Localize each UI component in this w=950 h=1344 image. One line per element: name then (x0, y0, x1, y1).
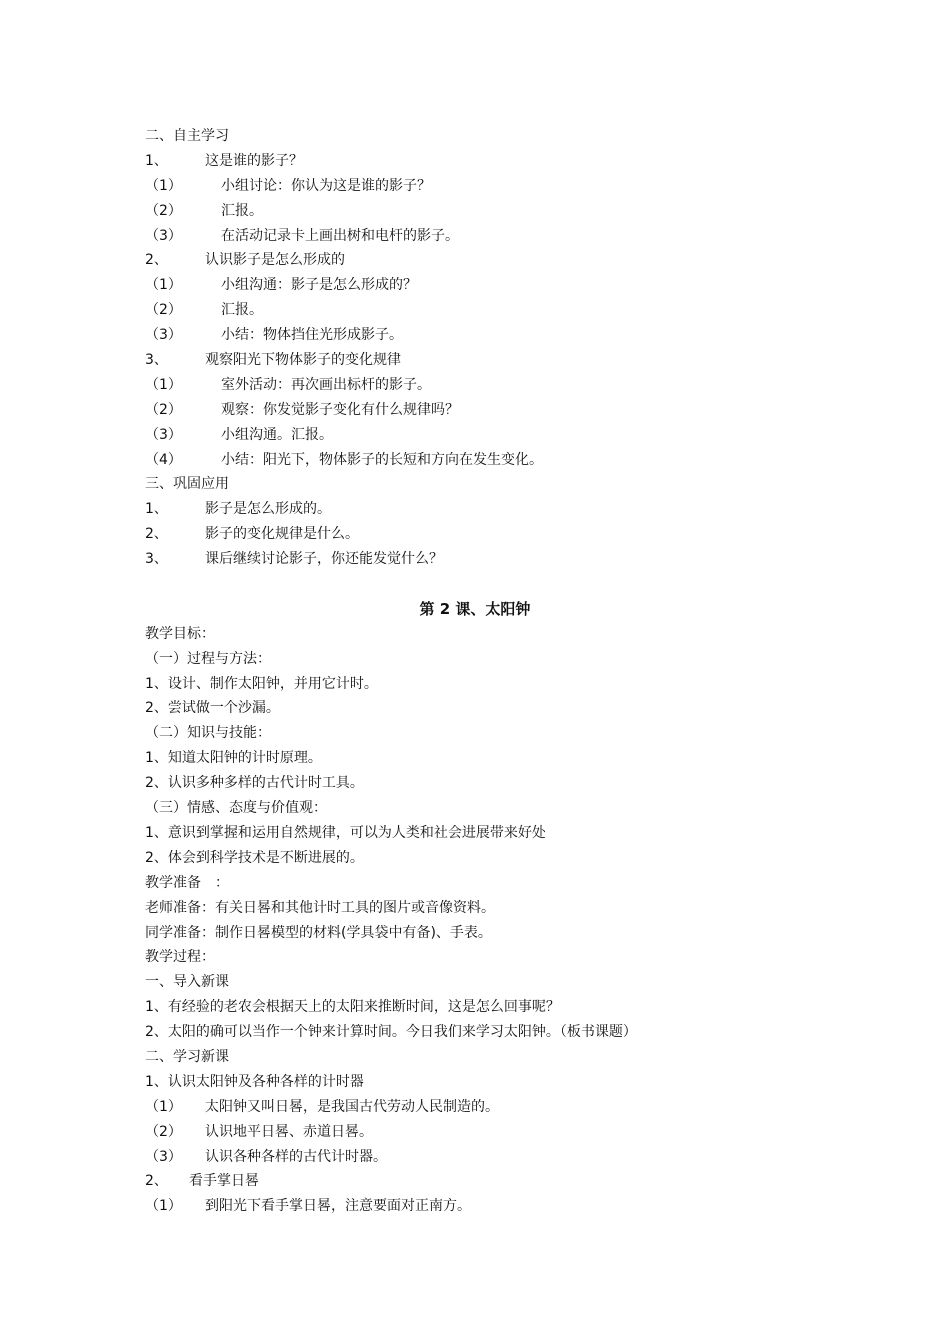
list-item: （3） 小结：物体挡住光形成影子。 (145, 327, 403, 344)
part-item: 1、有经验的老农会根据天上的太阳来推断时间，这是怎么回事呢？ (145, 999, 560, 1016)
goal-item: 2、认识多种多样的古代计时工具。 (145, 775, 364, 792)
goal-heading: （二）知识与技能： (145, 725, 271, 742)
list-item: （1） 到阳光下看手掌日晷，注意要面对正南方。 (145, 1198, 471, 1215)
list-item: （1） 小组讨论：你认为这是谁的影子？ (145, 177, 431, 194)
student-prep: 同学准备：制作日晷模型的材料(学具袋中有备)、手表。 (145, 924, 492, 941)
part-item: 2、 看手掌日晷 (145, 1173, 259, 1190)
teacher-prep: 老师准备：有关日晷和其他计时工具的图片或音像资料。 (145, 899, 495, 916)
lesson-title: 第 2 课、太阳钟 (419, 599, 531, 618)
process-label: 教学过程： (145, 949, 215, 966)
goal-heading: （三）情感、态度与价值观： (145, 800, 327, 817)
list-item: （1） 小组沟通：影子是怎么形成的？ (145, 277, 417, 294)
list-item: 1、 影子是怎么形成的。 (145, 501, 331, 518)
section-heading: 三、巩固应用 (145, 476, 229, 493)
list-item: （3） 认识各种各样的古代计时器。 (145, 1148, 387, 1165)
part-item: 2、太阳的确可以当作一个钟来计算时间。今日我们来学习太阳钟。（板书课题） (145, 1024, 637, 1041)
list-item: （3） 小组沟通。汇报。 (145, 426, 333, 443)
goal-heading: （一）过程与方法： (145, 650, 271, 667)
goal-item: 2、体会到科学技术是不断进展的。 (145, 849, 364, 866)
list-item: （2） 汇报。 (145, 202, 263, 219)
part-heading: 一、导入新课 (145, 974, 229, 991)
part-heading: 二、学习新课 (145, 1048, 229, 1065)
list-item: （2） 汇报。 (145, 302, 263, 319)
document-body (145, 124, 805, 1219)
section-heading: 二、自主学习 (145, 128, 229, 144)
list-item: 2、 影子的变化规律是什么。 (145, 526, 359, 543)
list-item: （1） 室外活动：再次画出标杆的影子。 (145, 376, 431, 393)
list-item: （3） 在活动记录卡上画出树和电杆的影子。 (145, 227, 459, 244)
spacer (145, 572, 805, 597)
list-item: （2） 观察：你发觉影子变化有什么规律吗？ (145, 401, 459, 418)
list-item: （2） 认识地平日晷、赤道日晷。 (145, 1123, 373, 1140)
goal-item: 2、尝试做一个沙漏。 (145, 700, 280, 717)
goal-item: 1、意识到掌握和运用自然规律，可以为人类和社会进展带来好处 (145, 824, 546, 841)
part-item: 1、认识太阳钟及各种各样的计时器 (145, 1073, 364, 1090)
goal-item: 1、知道太阳钟的计时原理。 (145, 750, 322, 767)
list-item: （4） 小结：阳光下，物体影子的长短和方向在发生变化。 (145, 451, 543, 468)
list-item: 3、 课后继续讨论影子，你还能发觉什么？ (145, 551, 443, 568)
list-item: 2、 认识影子是怎么形成的 (145, 252, 345, 269)
list-item: 1、 这是谁的影子？ (145, 152, 303, 169)
goal-item: 1、设计、制作太阳钟，并用它计时。 (145, 675, 378, 692)
list-item: （1） 太阳钟又叫日晷，是我国古代劳动人民制造的。 (145, 1098, 499, 1115)
prep-label: 教学准备 ： (145, 874, 229, 891)
list-item: 3、 观察阳光下物体影子的变化规律 (145, 352, 401, 369)
goals-label: 教学目标： (145, 625, 215, 642)
